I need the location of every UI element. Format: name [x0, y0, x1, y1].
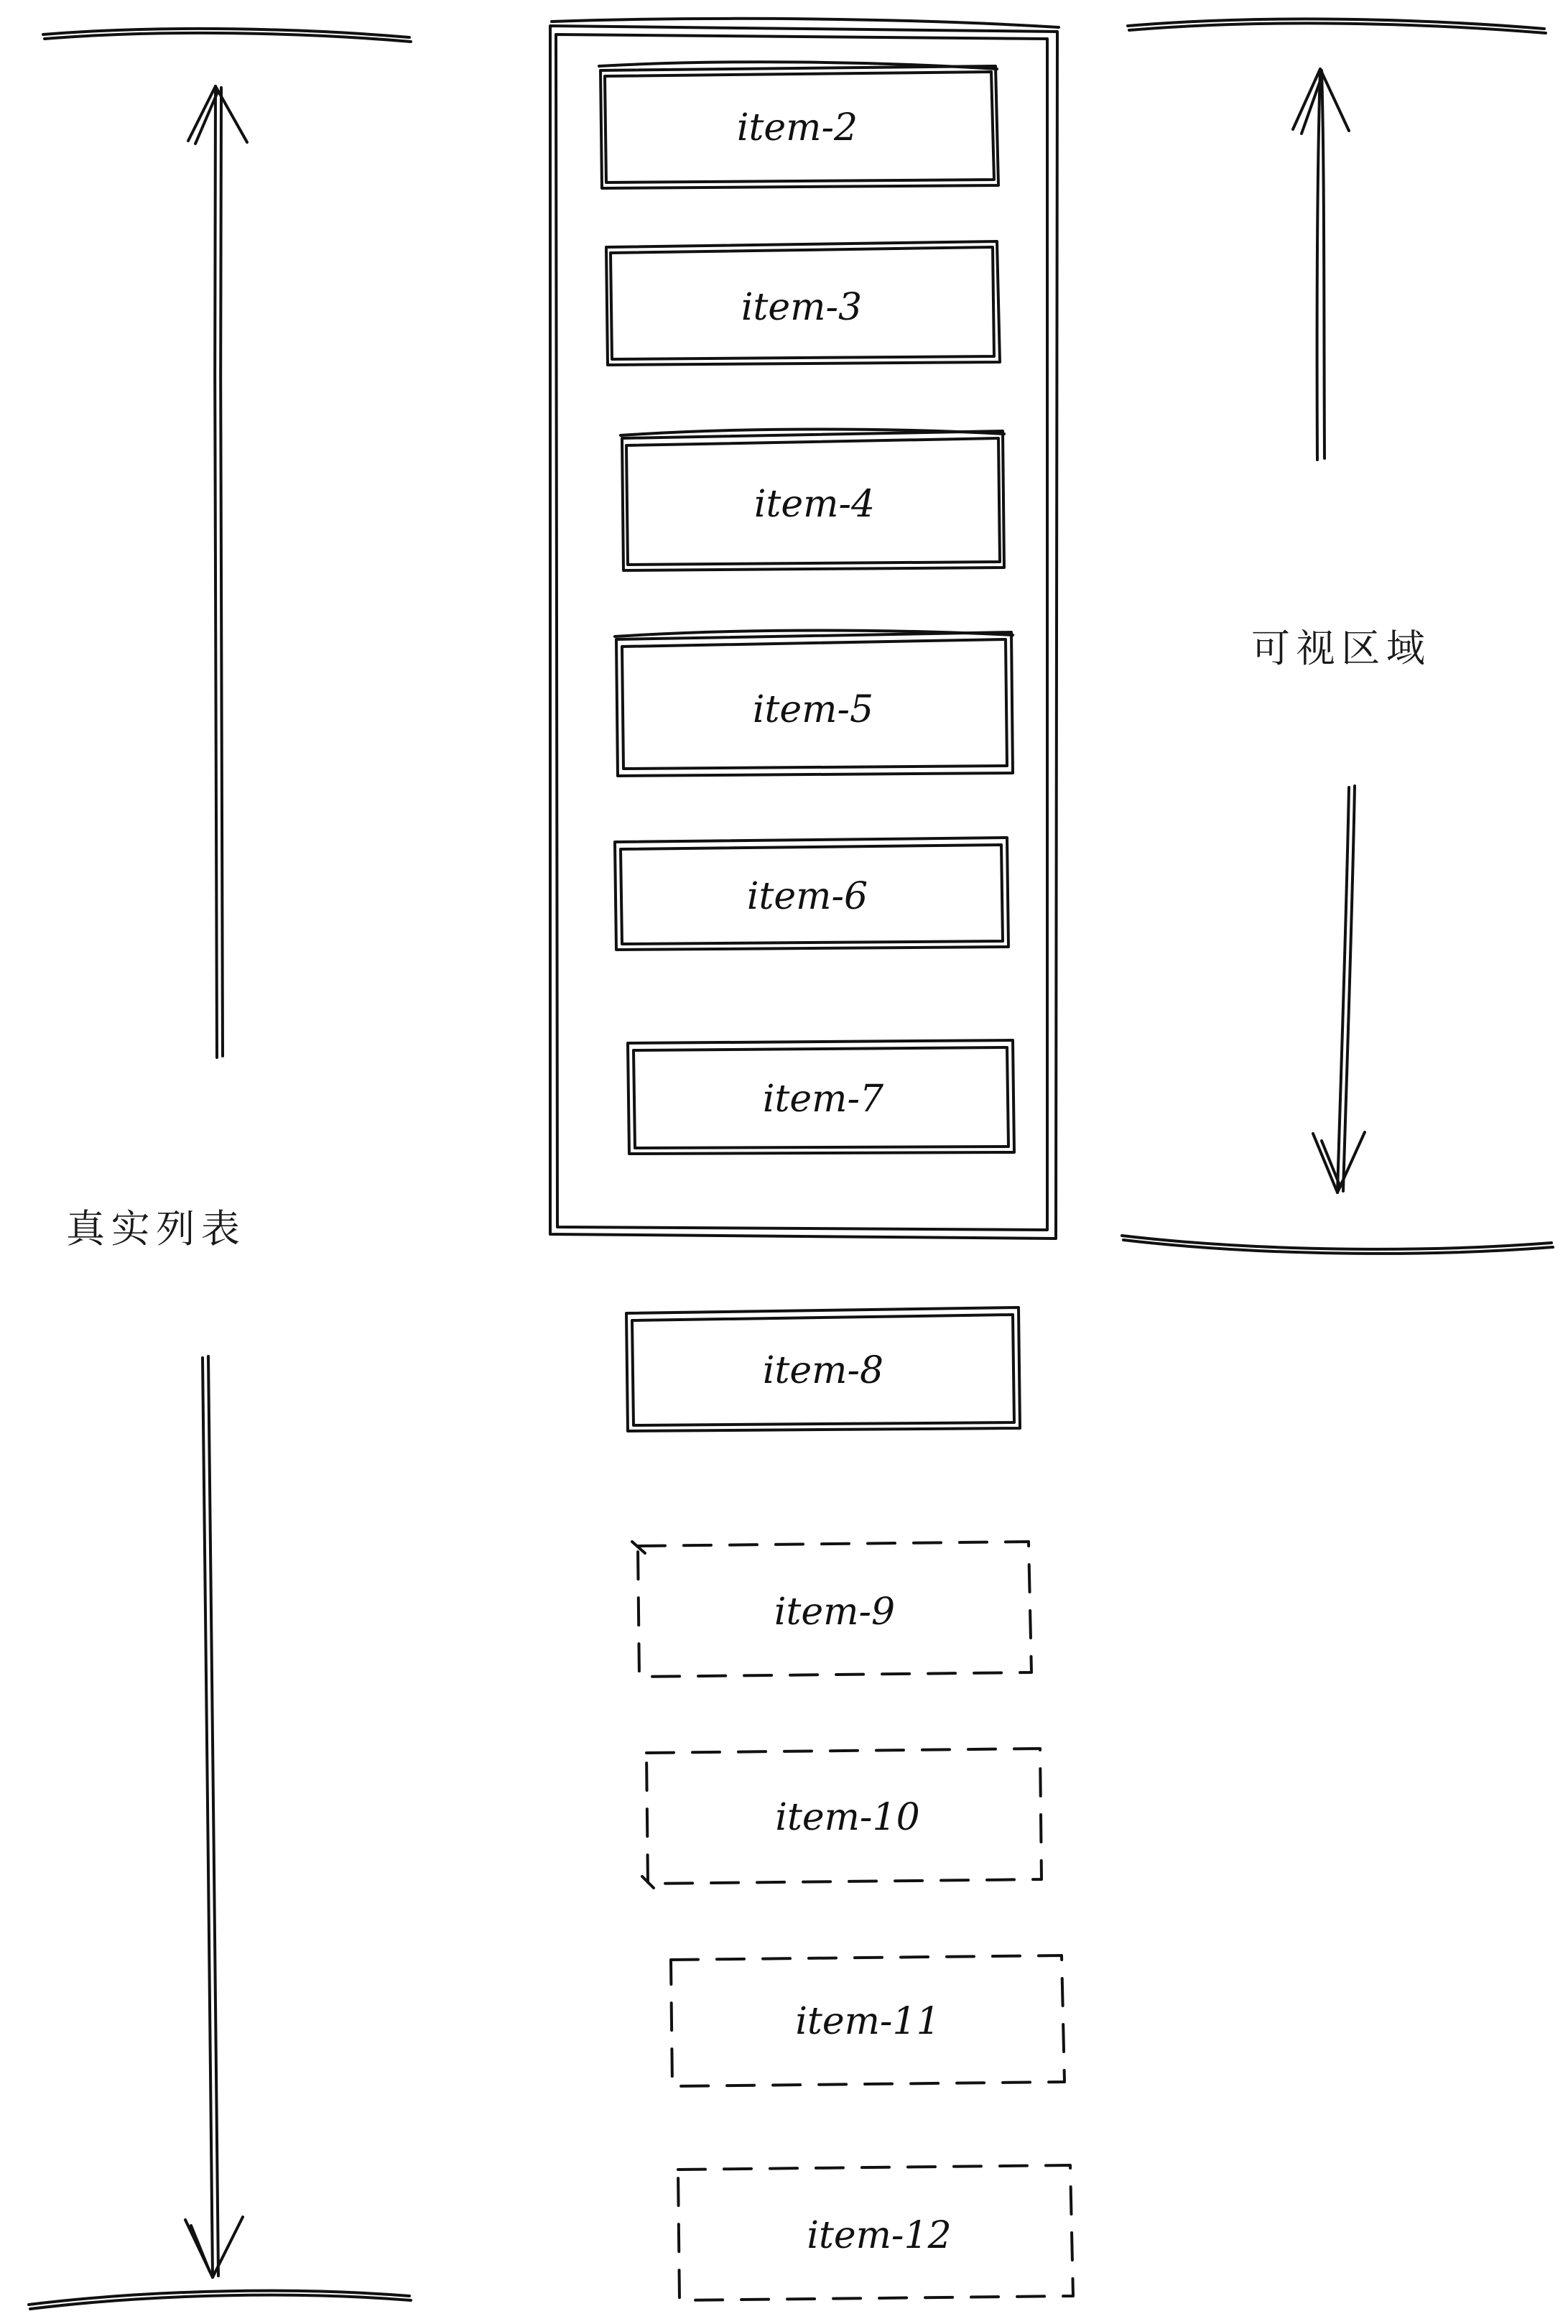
item-label-4: item-4 [753, 483, 876, 526]
item-label-11: item-11 [795, 2000, 940, 2043]
virtual-box-ticks [632, 1542, 654, 1888]
viewport-frame [550, 19, 1059, 1239]
full-list-bottom-cap [29, 2291, 411, 2309]
item-label-2: item-2 [736, 106, 858, 149]
viewport-top-cap [1128, 19, 1546, 33]
full-list-top-cap [43, 29, 411, 42]
item-label-10: item-10 [775, 1796, 920, 1839]
viewport-lower-arrow [1313, 786, 1365, 1193]
full-list-upper-arrow [188, 86, 247, 1057]
item-label-8: item-8 [762, 1349, 884, 1392]
item-label-7: item-7 [762, 1078, 884, 1121]
item-label-9: item-9 [774, 1591, 896, 1634]
viewport-upper-arrow [1293, 69, 1349, 460]
item-label-12: item-12 [807, 2214, 952, 2257]
item-label-5: item-5 [752, 688, 874, 731]
full-list-annotation-label: 真实列表 [66, 1206, 246, 1251]
item-label-3: item-3 [741, 286, 863, 329]
item-label-6: item-6 [746, 875, 868, 918]
viewport-annotation-label: 可视区域 [1251, 626, 1432, 671]
viewport-bottom-cap [1122, 1236, 1553, 1254]
virtual-item-boxes [638, 1542, 1073, 2300]
full-list-lower-arrow [185, 1356, 243, 2277]
